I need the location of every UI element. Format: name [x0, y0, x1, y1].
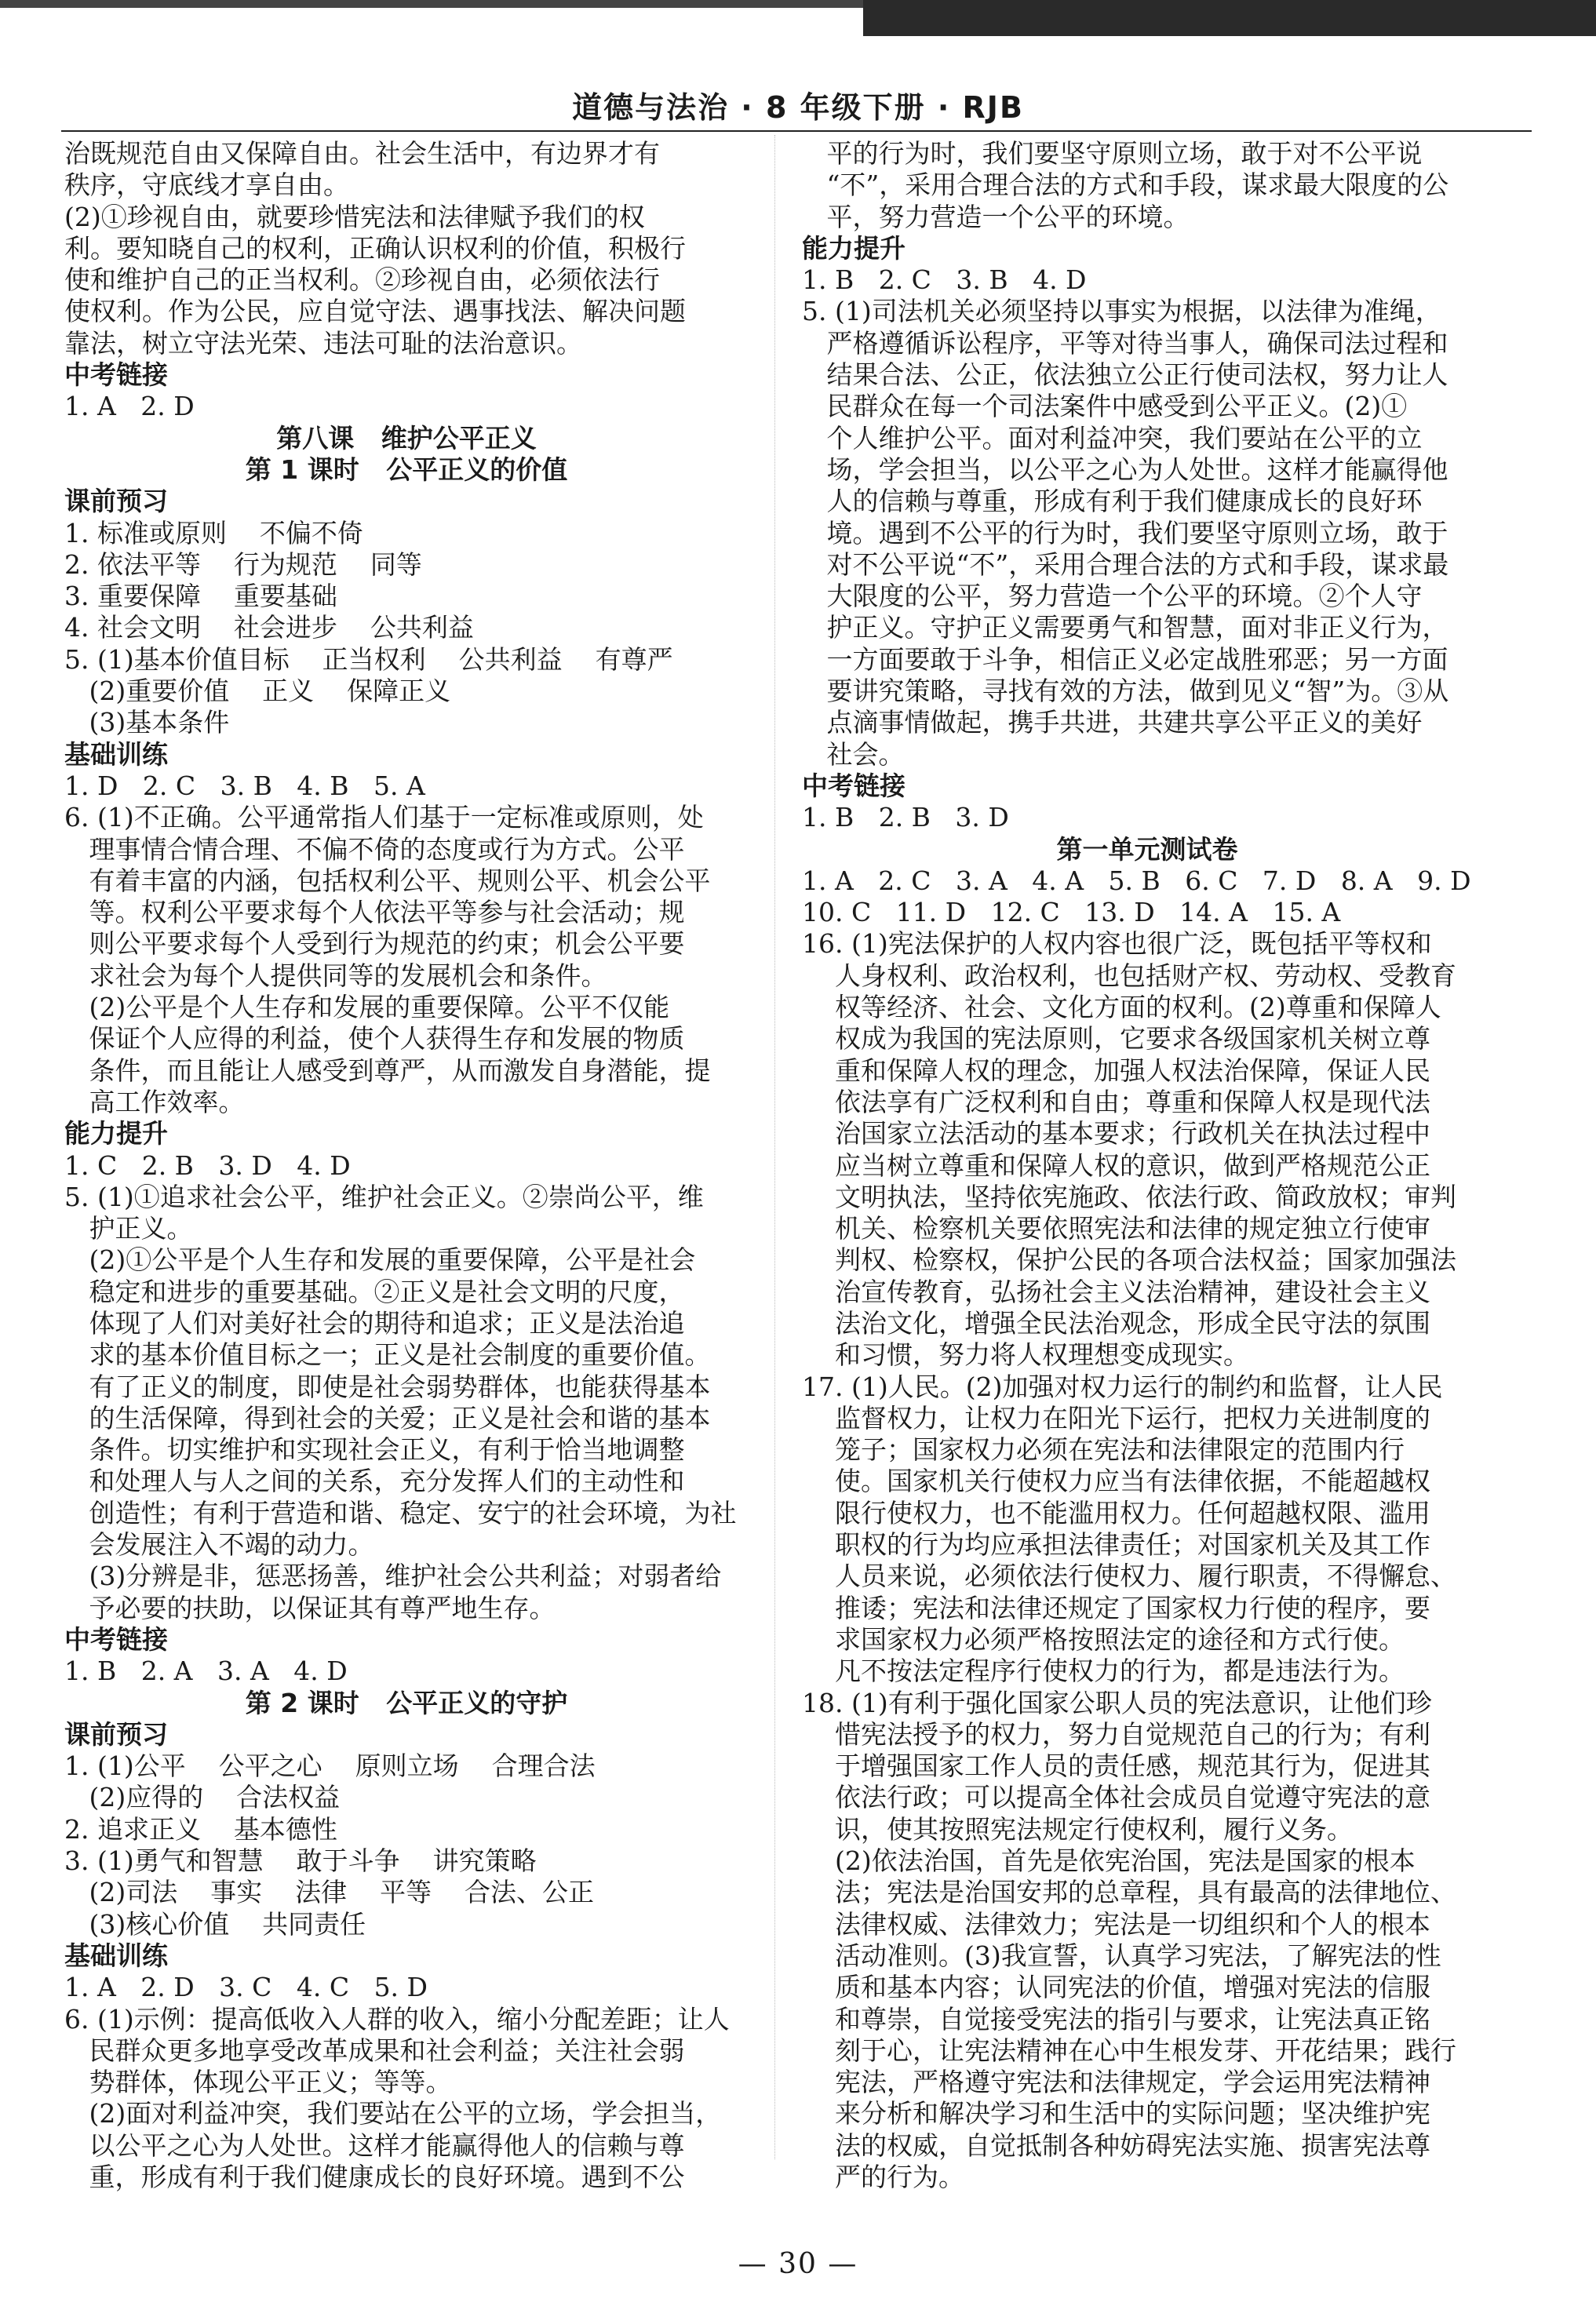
scan-edge-bar: [863, 0, 1596, 36]
answer-line: 保证个人应得的利益，使个人获得生存和发展的物质: [64, 1023, 685, 1055]
answer-line: (3)核心价值 共同责任: [64, 1908, 366, 1940]
lesson-title: 第 2 课时 公平正义的守护: [245, 1687, 568, 1718]
answer-line: 6. (1)示例：提高低收入人群的收入，缩小分配差距；让人: [64, 2003, 730, 2035]
answer-line: 3. 重要保障 重要基础: [64, 581, 337, 612]
answer-line: 则公平要求每个人受到行为规范的约束；机会公平要: [64, 928, 685, 960]
page-header-title: 道德与法治 · 8 年级下册 · RJB: [572, 90, 1024, 125]
answer-line: 会发展注入不竭的动力。: [64, 1529, 374, 1561]
answer-line: 求的基本价值目标之一；正义是社会制度的重要价值。: [64, 1339, 711, 1371]
answer-line: 有了正义的制度，即使是社会弱势群体，也能获得基本: [64, 1371, 711, 1402]
answer-line: 1. C 2. B 3. D 4. D: [64, 1149, 351, 1181]
answer-line: (2)依法治国，首先是依宪治国，宪法是国家的根本: [802, 1845, 1416, 1877]
answer-line: 使权利。作为公民，应自觉守法、遇事找法、解决问题: [64, 296, 686, 327]
answer-line: 判权、检察权，保护公民的各项合法权益；国家加强法: [802, 1244, 1456, 1276]
column-divider: [774, 135, 775, 2159]
answer-line: 和习惯，努力将人权理想变成现实。: [802, 1339, 1249, 1371]
answer-line: 以公平之心为人处世。这样才能赢得他人的信赖与尊: [64, 2129, 685, 2161]
answer-line: 来分析和解决学习和生活中的实际问题；坚决维护宪: [802, 2098, 1430, 2129]
answer-line: (2)①珍视自由，就要珍惜宪法和法律赋予我们的权: [64, 201, 645, 232]
answer-line: 有着丰富的内涵，包括权利公平、规则公平、机会公平: [64, 865, 711, 896]
answer-line: 1. A 2. D 3. C 4. C 5. D: [64, 1972, 428, 2003]
answer-line: (2)重要价值 正义 保障正义: [64, 676, 451, 707]
lesson-title: 第八课 维护公平正义: [276, 422, 537, 454]
answer-line: 护正义。: [64, 1213, 193, 1244]
answer-line: 民群众更多地享受改革成果和社会利益；关注社会弱: [64, 2035, 685, 2066]
answer-line: 场，学会担当，以公平之心为人处世。这样才能赢得他: [802, 454, 1448, 485]
answer-line: (2)司法 事实 法律 平等 合法、公正: [64, 1877, 595, 1908]
answer-line: 18. (1)有利于强化国家公职人员的宪法意识，让他们珍: [802, 1687, 1432, 1718]
answer-line: 惜宪法授予的权力，努力自觉规范自己的行为；有利: [802, 1718, 1430, 1750]
answer-line: 1. B 2. C 3. B 4. D: [802, 264, 1087, 296]
answer-line: 限行使权力，也不能滥用权力。任何超越权限、滥用: [802, 1497, 1430, 1528]
answer-line: 大限度的公平，努力营造一个公平的环境。②个人守: [802, 581, 1423, 612]
answer-line: 秩序，守底线才享自由。: [64, 169, 349, 201]
answer-line: 人身权利、政治权利，也包括财产权、劳动权、受教育: [802, 960, 1456, 991]
answer-line: 推诿；宪法和法律还规定了国家权力行使的程序，要: [802, 1592, 1430, 1623]
answer-line: 平的行为时，我们要坚守原则立场，敢于对不公平说: [802, 138, 1423, 169]
answer-line: 利。要知晓自己的权利，正确认识权利的价值，积极行: [64, 232, 686, 264]
answer-line: 治既规范自由又保障自由。社会生活中，有边界才有: [64, 138, 660, 169]
answer-line: 机关、检察机关要依照宪法和法律的规定独立行使审: [802, 1213, 1430, 1244]
answer-line: 护正义。守护正义需要勇气和智慧，面对非正义行为，: [802, 612, 1448, 643]
answer-line: 1. (1)公平 公平之心 原则立场 合理合法: [64, 1750, 596, 1782]
answer-line: 依法行政；可以提高全体社会成员自觉遵守宪法的意: [802, 1782, 1430, 1813]
answer-line: 使和维护自己的正当权利。②珍视自由，必须依法行: [64, 264, 660, 296]
answer-line: 权等经济、社会、文化方面的权利。(2)尊重和保障人: [802, 992, 1441, 1023]
answer-line: 法治文化，增强全民法治观念，形成全民守法的氛围: [802, 1307, 1430, 1339]
answer-line: 等。权利公平要求每个人依法平等参与社会活动；规: [64, 897, 685, 928]
answer-line: 凡不按法定程序行使权力的行为，都是违法行为。: [802, 1656, 1405, 1687]
answer-line: 于增强国家工作人员的责任感，规范其行为，促进其: [802, 1750, 1430, 1782]
section-heading: 基础训练: [64, 738, 168, 770]
section-heading: 能力提升: [802, 232, 905, 264]
section-heading: 课前预习: [64, 486, 168, 517]
answer-line: 求社会为每个人提供同等的发展机会和条件。: [64, 960, 607, 991]
answer-line: 治宣传教育，弘扬社会主义法治精神，建设社会主义: [802, 1276, 1430, 1307]
answer-line: 对不公平说“不”，采用合理合法的方式和手段，谋求最: [802, 548, 1449, 580]
answer-line: 宪法，严格遵守宪法和法律规定，学会运用宪法精神: [802, 2067, 1430, 2098]
answer-line: 个人维护公平。面对利益冲突，我们要站在公平的立: [802, 422, 1423, 454]
answer-line: 境。遇到不公平的行为时，我们要坚守原则立场，敢于: [802, 517, 1448, 548]
answer-line: 6. (1)不正确。公平通常指人们基于一定标准或原则，处: [64, 802, 704, 833]
answer-line: 的生活保障，得到社会的关爱；正义是社会和谐的基本: [64, 1402, 711, 1434]
answer-line: 1. D 2. C 3. B 4. B 5. A: [64, 770, 425, 801]
answer-line: 求国家权力必须严格按照法定的途径和方式行使。: [802, 1623, 1405, 1655]
answer-line: 1. B 2. A 3. A 4. D: [64, 1656, 348, 1687]
answer-line: 法；宪法是治国安邦的总章程，具有最高的法律地位、: [802, 1877, 1456, 1908]
answer-line: 要讲究策略，寻找有效的方法，做到见义“智”为。③从: [802, 676, 1449, 707]
answer-line: 稳定和进步的重要基础。②正义是社会文明的尺度，: [64, 1276, 685, 1307]
answer-line: 2. 追求正义 基本德性: [64, 1813, 337, 1845]
answer-line: 人的信赖与尊重，形成有利于我们健康成长的良好环: [802, 486, 1423, 517]
answer-line: 靠法，树立守法光荣、违法可耻的法治意识。: [64, 327, 582, 359]
answer-line: 重，形成有利于我们健康成长的良好环境。遇到不公: [64, 2162, 685, 2192]
section-heading: 课前预习: [64, 1718, 168, 1750]
lesson-title: 第 1 课时 公平正义的价值: [245, 454, 568, 485]
answer-line: 法的权威，自觉抵制各种妨碍宪法实施、损害宪法尊: [802, 2129, 1430, 2161]
section-heading: 能力提升: [64, 1118, 168, 1149]
answer-line: 1. B 2. B 3. D: [802, 802, 1009, 833]
answer-line: 笼子；国家权力必须在宪法和法律限定的范围内行: [802, 1434, 1405, 1466]
answer-line: (3)基本条件: [64, 707, 230, 738]
answer-line: 4. 社会文明 社会进步 公共利益: [64, 612, 474, 643]
answer-line: 法律权威、法律效力；宪法是一切组织和个人的根本: [802, 1908, 1430, 1940]
answer-line: 10. C 11. D 12. C 13. D 14. A 15. A: [802, 897, 1341, 928]
page-number: — 30 —: [738, 2248, 858, 2280]
answer-line: 1. 标准或原则 不偏不倚: [64, 517, 363, 548]
answer-line: “不”，采用合理合法的方式和手段，谋求最大限度的公: [802, 169, 1449, 201]
answer-line: 社会。: [802, 738, 905, 770]
answer-line: 识，使其按照宪法规定行使权利，履行义务。: [802, 1813, 1353, 1845]
answer-line: 条件。切实维护和实现社会正义，有利于恰当地调整: [64, 1434, 685, 1466]
answer-line: 质和基本内容；认同宪法的价值，增强对宪法的信服: [802, 1972, 1430, 2003]
answer-line: 文明执法，坚持依宪施政、依法行政、简政放权；审判: [802, 1181, 1456, 1212]
answer-line: 刻于心，让宪法精神在心中生根发芽、开花结果；践行: [802, 2035, 1456, 2066]
answer-line: 应当树立尊重和保障人权的意识，做到严格规范公正: [802, 1149, 1430, 1181]
answer-line: 3. (1)勇气和智慧 敢于斗争 讲究策略: [64, 1845, 537, 1877]
scan-edge-shadow: [0, 0, 863, 8]
answer-line: 民群众在每一个司法案件中感受到公平正义。(2)①: [802, 391, 1408, 422]
left-column: [64, 138, 749, 2193]
answer-line: 高工作效率。: [64, 1086, 245, 1117]
answer-line: (2)①公平是个人生存和发展的重要保障，公平是社会: [64, 1244, 696, 1276]
lesson-title: 第一单元测试卷: [1056, 833, 1238, 865]
answer-line: (2)面对利益冲突，我们要站在公平的立场，学会担当，: [64, 2098, 722, 2129]
header-rule: [61, 130, 1532, 132]
answer-line: (3)分辨是非，惩恶扬善，维护社会公共利益；对弱者给: [64, 1561, 722, 1592]
answer-line: 体现了人们对美好社会的期待和追求；正义是法治追: [64, 1307, 685, 1339]
answer-line: 1. A 2. D: [64, 391, 195, 422]
answer-line: 活动准则。(3)我宣誓，认真学习宪法，了解宪法的性: [802, 1940, 1441, 1971]
answer-line: (2)应得的 合法权益: [64, 1782, 341, 1813]
answer-line: 16. (1)宪法保护的人权内容也很广泛，既包括平等权和: [802, 928, 1432, 960]
answer-line: 人员来说，必须依法行使权力、履行职责，不得懈怠、: [802, 1561, 1456, 1592]
section-heading: 中考链接: [64, 1623, 168, 1655]
answer-line: 一方面要敢于斗争，相信正义必定战胜邪恶；另一方面: [802, 643, 1448, 675]
answer-line: 严格遵循诉讼程序，平等对待当事人，确保司法过程和: [802, 327, 1448, 359]
answer-line: 1. A 2. C 3. A 4. A 5. B 6. C 7. D 8. A 9. D: [802, 865, 1471, 896]
answer-line: 监督权力，让权力在阳光下运行，把权力关进制度的: [802, 1402, 1430, 1434]
answer-line: 创造性；有利于营造和谐、稳定、安宁的社会环境，为社: [64, 1497, 737, 1528]
answer-line: 结果合法、公正，依法独立公正行使司法权，努力让人: [802, 359, 1448, 391]
answer-line: 17. (1)人民。(2)加强对权力运行的制约和监督，让人民: [802, 1371, 1443, 1402]
section-heading: 中考链接: [64, 359, 168, 391]
answer-line: (2)公平是个人生存和发展的重要保障。公平不仅能: [64, 992, 670, 1023]
answer-line: 权成为我国的宪法原则，它要求各级国家机关树立尊: [802, 1023, 1430, 1055]
answer-line: 5. (1)①追求社会公平，维护社会正义。②崇尚公平，维: [64, 1181, 704, 1212]
answer-line: 2. 依法平等 行为规范 同等: [64, 548, 422, 580]
answer-line: 和尊崇，自觉接受宪法的指引与要求，让宪法真正铭: [802, 2003, 1430, 2035]
section-heading: 基础训练: [64, 1940, 168, 1971]
answer-line: 势群体，体现公平正义；等等。: [64, 2067, 452, 2098]
answer-line: 使。国家机关行使权力应当有法律依据，不能超越权: [802, 1466, 1430, 1497]
answer-line: 和处理人与人之间的关系，充分发挥人们的主动性和: [64, 1466, 685, 1497]
answer-line: 予必要的扶助，以保证其有尊严地生存。: [64, 1592, 556, 1623]
answer-line: 条件，而且能让人感受到尊严，从而激发自身潜能，提: [64, 1055, 711, 1086]
section-heading: 中考链接: [802, 770, 905, 801]
answer-line: 平，努力营造一个公平的环境。: [802, 201, 1190, 232]
answer-line: 治国家立法活动的基本要求；行政机关在执法过程中: [802, 1118, 1430, 1149]
answer-line: 依法享有广泛权利和自由；尊重和保障人权是现代法: [802, 1086, 1430, 1117]
answer-line: 严的行为。: [802, 2162, 964, 2192]
answer-line: 理事情合情合理、不偏不倚的态度或行为方式。公平: [64, 833, 685, 865]
answer-line: 点滴事情做起，携手共进，共建共享公平正义的美好: [802, 707, 1423, 738]
answer-line: 5. (1)基本价值目标 正当权利 公共利益 有尊严: [64, 643, 673, 675]
answer-line: 5. (1)司法机关必须坚持以事实为根据，以法律为准绳，: [802, 296, 1441, 327]
answer-line: 重和保障人权的理念，加强人权法治保障，保证人民: [802, 1055, 1430, 1086]
answer-line: 职权的行为均应承担法律责任；对国家机关及其工作: [802, 1529, 1430, 1561]
right-column: [802, 138, 1492, 2193]
